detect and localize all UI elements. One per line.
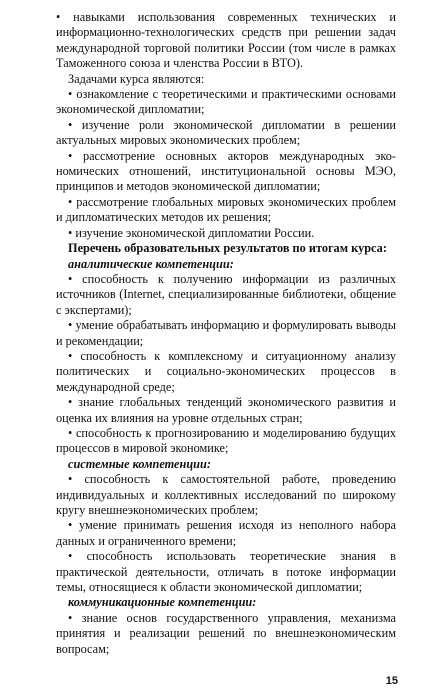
results-heading: Перечень образовательных результатов по итогам курса: <box>68 241 387 256</box>
item-tools-usage: • навыками использования современных технических и информационно-технологических средств при решении задач международной торговой политики России (том числе в рамках Таможенного союза и членства России в ВТО). <box>56 10 396 71</box>
comp-decisions: • умение принимать решения исходя из неполного набора данных и ограниченного времени; <box>56 518 396 548</box>
analytic-heading: аналитические компетенции: <box>68 256 234 271</box>
task-theory: • ознакомление с теоретическими и практическими основами экономической дипломатии; <box>56 87 396 117</box>
comp-forecast: • способность к прогнозированию и моделированию будущих процессов в мировой экономике; <box>56 425 396 456</box>
tasks-heading: Задачами курса являются: <box>68 71 205 86</box>
comp-independent: • способность к самостоятельной работе, проведению индивидуальных и коллективных исследований по широкому кругу внешнеэкономических проблем; <box>56 472 396 517</box>
comp-governance: • знание основ государственного управления, механизма принятия и реализации решений по внешнеэкономическим вопросам; <box>56 610 396 656</box>
comp-trends: • знание глобальных тенденций экономического развития и оценка их влияния на уровне отдельных стран; <box>56 395 396 425</box>
comp-practice: • способность использовать теоретические знания в практической деятельности, отличать в потоке информации темы, относящиеся к области экономической дипломатии; <box>56 549 396 595</box>
comp-search: • способность к получению информации из различных источников (Internet, специализированные библиотеки, общение с экспертами); <box>56 271 396 317</box>
page-number: 15 <box>385 675 398 687</box>
communication-heading: коммуникационные компетенции: <box>68 595 257 610</box>
task-global: • рассмотрение глобальных мировых экономических проблем и дипломатических методов их решения; <box>56 194 396 225</box>
comp-processing: • умение обрабатывать информацию и формулировать выводы и рекомендации; <box>56 318 396 348</box>
task-actors: • рассмотрение основных акторов международных экономических отношений, институциональной основы МЭО, принципов и методов экономической дипломатии; <box>56 148 396 194</box>
system-heading: системные компетенции: <box>68 456 211 471</box>
task-russia: • изучение экономической дипломатии России. <box>68 225 315 240</box>
page-body <box>56 10 396 657</box>
comp-complex: • способность к комплексному и ситуационному анализу политических и социально-экономических процессов в международной среде; <box>56 348 396 394</box>
task-role: • изучение роли экономической дипломатии в решении актуальных мировых экономических проблем; <box>56 117 396 148</box>
